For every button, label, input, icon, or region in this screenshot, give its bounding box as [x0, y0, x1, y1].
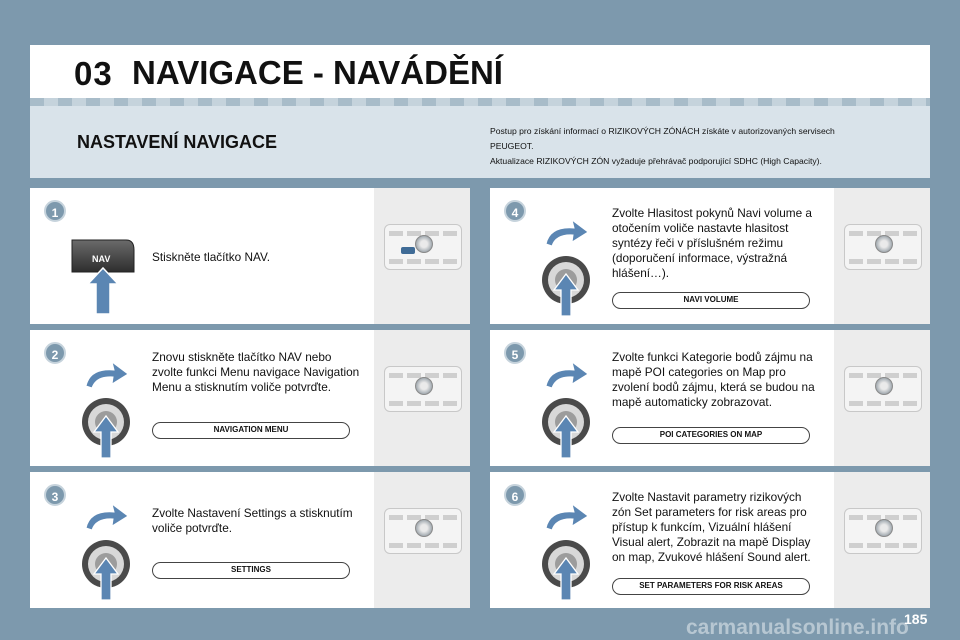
menu-option-label: POI CATEGORIES ON MAP — [612, 427, 810, 444]
step-number-badge: 6 — [504, 484, 526, 506]
chapter-number: 03 — [74, 55, 113, 92]
nav-key-label: NAV — [92, 254, 111, 264]
step-panel-6 — [490, 472, 930, 608]
step-text: Znovu stiskněte tlačítko NAV nebo zvolte funkci Menu navigace Navigation Menu a stisknutím voliče potvrďte. — [152, 350, 360, 394]
step-number-badge: 3 — [44, 484, 66, 506]
knob-icon — [76, 358, 136, 458]
header-stripes — [30, 98, 930, 106]
nav-key-highlight — [401, 247, 415, 254]
info-note — [490, 124, 910, 169]
menu-option-label: SETTINGS — [152, 562, 350, 579]
console-panel — [844, 366, 922, 412]
console-photo — [374, 472, 470, 608]
step-panel-3 — [30, 472, 470, 608]
step-panel-2 — [30, 330, 470, 466]
console-photo — [834, 330, 930, 466]
knob-icon — [76, 500, 136, 600]
step-text: Stiskněte tlačítko NAV. — [152, 250, 271, 264]
console-panel — [844, 224, 922, 270]
console-photo — [834, 188, 930, 324]
console-photo — [834, 472, 930, 608]
menu-option-label: SET PARAMETERS FOR RISK AREAS — [612, 578, 810, 595]
step-panel-1 — [30, 188, 470, 324]
console-panel — [844, 508, 922, 554]
step-text: Zvolte Hlasitost pokynů Navi volume a otočením voliče nastavte hlasitost syntézy řeči v příslušném režimu (doporučení informace, výstražná hlášení…). — [612, 206, 812, 280]
console-panel — [384, 508, 462, 554]
step-panel-4 — [490, 188, 930, 324]
step-number-badge: 2 — [44, 342, 66, 364]
console-panel — [384, 366, 462, 412]
knob-icon — [536, 216, 596, 316]
info-note-line: Aktualizace RIZIKOVÝCH ZÓN vyžaduje přehrávač podporující SDHC (High Capacity). — [490, 156, 822, 166]
knob-icon — [536, 358, 596, 458]
watermark-text: carmanualsonline.info — [686, 616, 909, 639]
section-title: NASTAVENÍ NAVIGACE — [77, 132, 278, 152]
step-number-badge: 4 — [504, 200, 526, 222]
page-number: 185 — [904, 611, 928, 627]
info-note-line: Postup pro získání informací o RIZIKOVÝCH ZÓNÁCH získáte v autorizovaných servisech — [490, 126, 835, 136]
step-text: Zvolte funkci Kategorie bodů zájmu na mapě POI categories on Map pro zvolení bodů zájmu, která se budou na mapě automaticky zobrazovat. — [612, 350, 815, 409]
step-number-badge: 5 — [504, 342, 526, 364]
info-note-line: PEUGEOT. — [490, 141, 534, 151]
step-text: Zvolte Nastavení Settings a stisknutím voliče potvrďte. — [152, 506, 353, 535]
menu-option-label: NAVI VOLUME — [612, 292, 810, 309]
menu-option-label: NAVIGATION MENU — [152, 422, 350, 439]
console-photo — [374, 330, 470, 466]
knob-icon — [536, 500, 596, 600]
console-panel — [384, 224, 462, 270]
page-title: NAVIGACE - NAVÁDĚNÍ — [132, 54, 503, 91]
console-photo — [374, 188, 470, 324]
step-number-badge: 1 — [44, 200, 66, 222]
step-panel-5 — [490, 330, 930, 466]
step-text: Zvolte Nastavit parametry rizikových zón Set parameters for risk areas pro přístup k funkcím, Vizuální hlášení Visual alert, Zobrazit na mapě Display on map, Zvukové hlášení Sound alert. — [612, 490, 811, 564]
nav-button-icon — [68, 234, 138, 316]
